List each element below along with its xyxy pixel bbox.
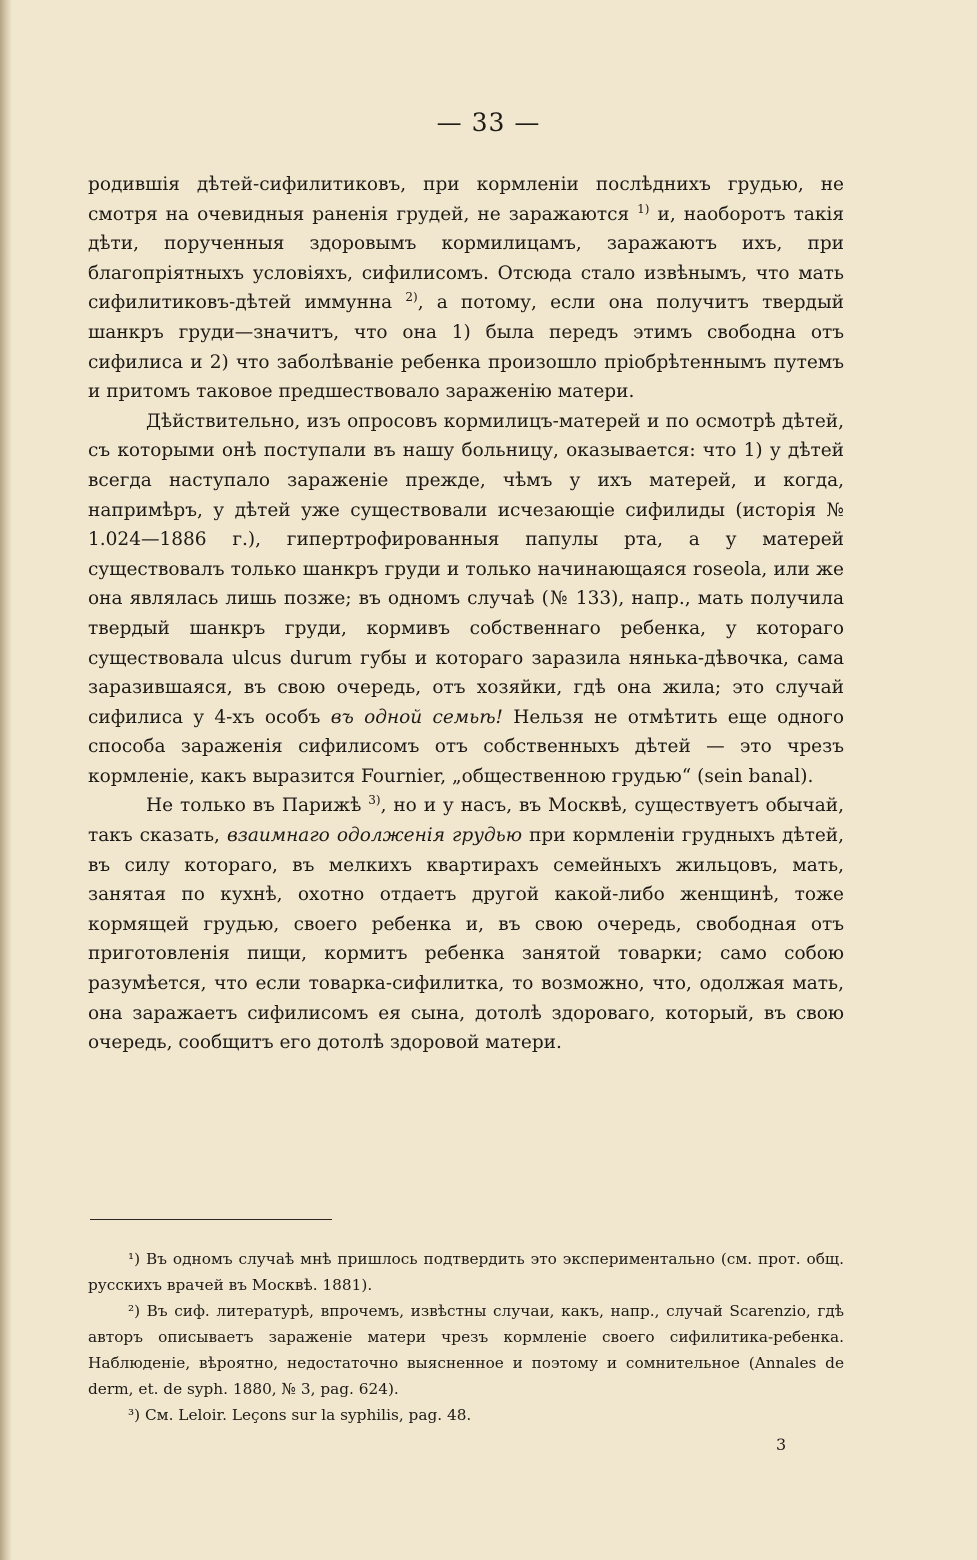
text-run: Дѣйствительно, изъ опросовъ кормилицъ-матерей и по осмотрѣ дѣтей, съ которыми онѣ поступали въ нашу больницу, оказывается: что 1) у дѣтей всегда наступало зараженіе прежде, чѣмъ у ихъ матерей, и когда, напримѣръ, у дѣтей уже существовали исчезающіе сифилиды (исторія № 1.024—1886 г.), гипертрофированныя папулы рта, а у матерей существовалъ только шанкръ груди и только начинающаяся roseola, или же она являлась лишь позже; въ одномъ случаѣ (№ 133), напр., мать получила твердый шанкръ груди, кормивъ собственнаго ребенка, у котораго существовала ulcus durum губы и котораго заразила нянька-дѣвочка, сама заразившаяся, въ свою очередь, отъ хозяйки, гдѣ она жила; это случай сифилиса у 4-хъ особъ <box>88 410 844 728</box>
text-run: , а потому, если она получитъ твердый шанкръ груди—значитъ, что она 1) была передъ этимъ свободна отъ сифилиса и 2) что заболѣваніе ребенка произошло пріобрѣтеннымъ путемъ и притомъ таковое предшествовало зараженію матери. <box>88 292 845 403</box>
paragraph-1 <box>88 170 844 407</box>
text-run: родившія дѣтей-сифилитиковъ, при кормленіи послѣднихъ грудью, не смотря на очевидныя раненія грудей, не заражаются <box>88 174 844 225</box>
footnote-1: ¹) Въ одномъ случаѣ мнѣ пришлось подтвердить это экспериментально (см. прот. общ. русскихъ врачей въ Москвѣ. 1881). <box>88 1250 844 1294</box>
paragraph-2 <box>88 407 844 792</box>
footnote-2: ²) Въ сиф. литературѣ, впрочемъ, извѣстны случаи, какъ, напр., случай Scarenzio, гдѣ авторъ описываетъ зараженіе матери чрезъ кормленіе своего сифилитика-ребенка. Наблюденіе, вѣроятно, недостаточно выясненное и поэтому и сомнительное (Annales de derm, et. de syph. 1880, № 3, pag. 624). <box>88 1302 844 1398</box>
footnote-ref: 2) <box>405 290 418 305</box>
text-run: Нельзя не отмѣтить еще одного способа зараженія сифилисомъ отъ собственныхъ дѣтей — это чрезъ кормленіе, какъ выразится Fournier, „общественною грудью“ (sein banal). <box>88 706 844 787</box>
footnote-divider <box>90 1219 332 1220</box>
text-run: при кормленіи грудныхъ дѣтей, въ силу котораго, въ мелкихъ квартирахъ семейныхъ жильцовъ, мать, занятая по кухнѣ, охотно отдаетъ другой какой-либо женщинѣ, тоже кормящей грудью, своего ребенка и, въ свою очередь, свободная отъ приготовленія пищи, кормитъ ребенка занятой товарки; само собою разумѣется, что если товарка-сифилитка, то возможно, что, одолжая мать, она заражаетъ сифилисомъ ея сына, дотолѣ здороваго, который, въ свою очередь, сообщитъ его дотолѣ здоровой матери. <box>88 825 844 1054</box>
body-text <box>88 170 844 1058</box>
page-binding-edge <box>0 0 12 1560</box>
footnote-3: ³) См. Leloir. Leçons sur la syphilis, pag. 48. <box>128 1406 472 1424</box>
text-run: , но и у насъ, въ Москвѣ, существуетъ обычай, такъ сказать, <box>88 795 844 847</box>
emphasis-text: въ одной семьѣ! <box>330 706 503 728</box>
text-run: Не только въ Парижѣ <box>146 795 369 817</box>
page-number: — 33 — <box>436 108 541 137</box>
text-run: и, наоборотъ такія дѣти, порученныя здоровымъ кормилицамъ, заражаютъ ихъ, при благопріятныхъ условіяхъ, сифилисомъ. Отсюда стало извѣнымъ, что мать сифилитиковъ-дѣтей иммунна <box>88 203 844 314</box>
emphasis-text: взаимнаго одолженія грудью <box>226 825 523 847</box>
footnote-ref: 3) <box>368 793 381 808</box>
paragraph-3 <box>88 791 844 1057</box>
footnotes <box>88 1246 844 1428</box>
signature-mark: 3 <box>776 1435 787 1454</box>
footnote-ref: 1) <box>637 201 650 216</box>
